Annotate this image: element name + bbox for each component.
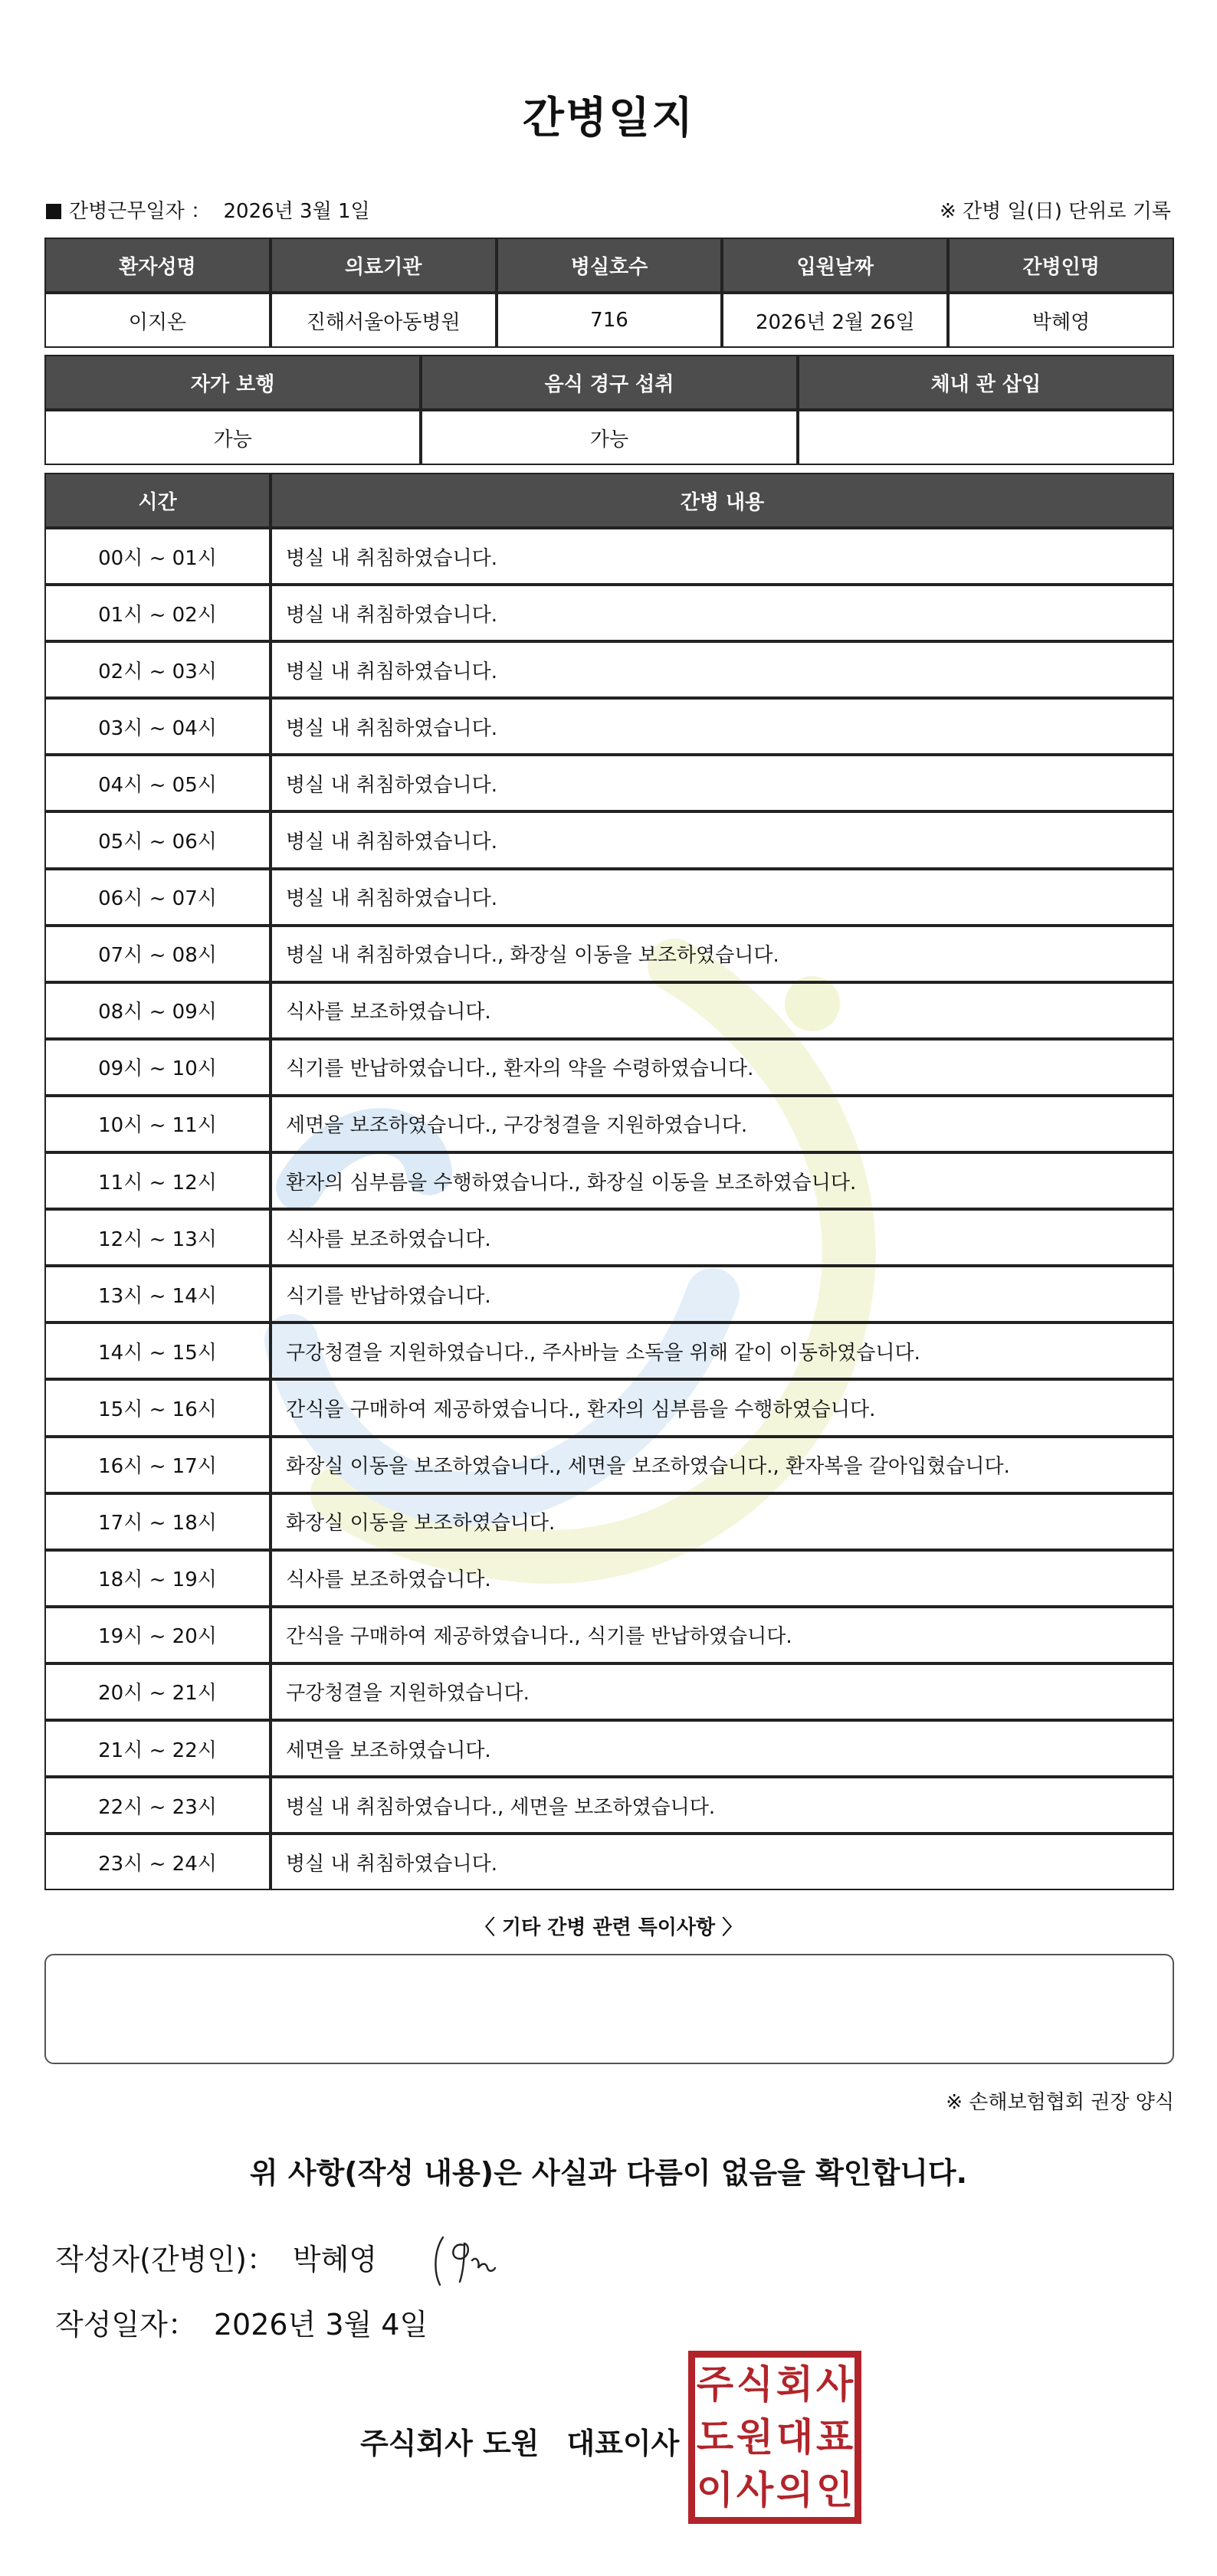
admission-date: 2026년 2월 26일 xyxy=(722,293,948,348)
log-time: 02시 ~ 03시 xyxy=(44,641,271,698)
log-time: 13시 ~ 14시 xyxy=(44,1266,271,1322)
log-content: 화장실 이동을 보조하였습니다. xyxy=(271,1493,1174,1550)
log-content: 식기를 반납하였습니다., 환자의 약을 수령하였습니다. xyxy=(271,1039,1174,1096)
log-row xyxy=(44,811,1174,868)
log-row xyxy=(44,1266,1174,1322)
patient-info-table xyxy=(44,238,1174,348)
log-content: 병실 내 취침하였습니다., 화장실 이동을 보조하였습니다. xyxy=(271,926,1174,982)
log-content: 병실 내 취침하였습니다. xyxy=(271,698,1174,755)
log-time: 15시 ~ 16시 xyxy=(44,1379,271,1436)
log-content: 구강청결을 지원하였습니다., 주사바늘 소독을 위해 같이 이동하였습니다. xyxy=(271,1322,1174,1379)
log-content: 화장실 이동을 보조하였습니다., 세면을 보조하였습니다., 환자복을 갈아입혔습니다. xyxy=(271,1437,1174,1493)
log-content: 병실 내 취침하였습니다. xyxy=(271,1834,1174,1890)
log-row xyxy=(44,1096,1174,1152)
log-time: 09시 ~ 10시 xyxy=(44,1039,271,1096)
log-row xyxy=(44,1322,1174,1379)
log-time: 14시 ~ 15시 xyxy=(44,1322,271,1379)
header-self-walking: 자가 보행 xyxy=(44,355,421,410)
log-row xyxy=(44,926,1174,982)
log-time: 00시 ~ 01시 xyxy=(44,528,271,585)
header-caregiver-name: 간병인명 xyxy=(948,238,1174,293)
header-tube-insertion: 체내 관 삽입 xyxy=(798,355,1174,410)
square-bullet-icon xyxy=(46,204,61,219)
room-number: 716 xyxy=(497,293,723,348)
header-institution: 의료기관 xyxy=(271,238,497,293)
log-row xyxy=(44,1152,1174,1209)
log-time: 07시 ~ 08시 xyxy=(44,926,271,982)
seal-char: 사 xyxy=(815,2361,854,2407)
log-content: 환자의 심부름을 수행하였습니다., 화장실 이동을 보조하였습니다. xyxy=(271,1152,1174,1209)
log-time: 11시 ~ 12시 xyxy=(44,1152,271,1209)
log-row xyxy=(44,1663,1174,1720)
log-time: 21시 ~ 22시 xyxy=(44,1720,271,1777)
handwritten-signature xyxy=(429,2228,506,2289)
self-walking: 가능 xyxy=(44,410,421,465)
notes-title: 〈 기타 간병 관련 특이사항 〉 xyxy=(474,1916,743,1939)
oral-intake: 가능 xyxy=(421,410,797,465)
header-room-number: 병실호수 xyxy=(497,238,723,293)
log-row xyxy=(44,755,1174,811)
log-row xyxy=(44,1607,1174,1663)
log-time: 05시 ~ 06시 xyxy=(44,811,271,868)
log-row xyxy=(44,1777,1174,1834)
log-row xyxy=(44,1437,1174,1493)
document-title: 간병일지 xyxy=(522,93,695,143)
written-date-value: 2026년 3월 4일 xyxy=(213,2308,428,2342)
log-time: 08시 ~ 09시 xyxy=(44,982,271,1039)
header-patient-name: 환자성명 xyxy=(44,238,271,293)
log-content: 식사를 보조하였습니다. xyxy=(271,1209,1174,1266)
patient-name: 이지온 xyxy=(44,293,271,348)
seal-char: 원 xyxy=(736,2414,774,2460)
company-line xyxy=(360,2420,679,2462)
log-row xyxy=(44,982,1174,1039)
log-row xyxy=(44,1834,1174,1890)
log-row xyxy=(44,1209,1174,1266)
header-oral-intake: 음식 경구 섭취 xyxy=(421,355,797,410)
seal-char: 도 xyxy=(696,2414,734,2460)
log-time: 12시 ~ 13시 xyxy=(44,1209,271,1266)
log-content: 병실 내 취침하였습니다. xyxy=(271,641,1174,698)
work-date-line xyxy=(46,195,370,224)
log-time: 16시 ~ 17시 xyxy=(44,1437,271,1493)
log-row xyxy=(44,1379,1174,1436)
log-time: 20시 ~ 21시 xyxy=(44,1663,271,1720)
seal-char: 주 xyxy=(696,2361,734,2407)
writer-name: 박혜영 xyxy=(292,2243,378,2276)
log-time: 03시 ~ 04시 xyxy=(44,698,271,755)
log-row xyxy=(44,1550,1174,1607)
log-row xyxy=(44,1039,1174,1096)
log-content: 병실 내 취침하였습니다. xyxy=(271,811,1174,868)
log-content: 세면을 보조하였습니다. xyxy=(271,1720,1174,1777)
seal-char: 인 xyxy=(815,2468,854,2513)
seal-char: 대 xyxy=(776,2414,814,2460)
log-content: 병실 내 취침하였습니다. xyxy=(271,528,1174,585)
record-unit-note: ※ 간병 일(日) 단위로 기록 xyxy=(939,200,1171,223)
log-row xyxy=(44,698,1174,755)
writer-label: 작성자(간병인)： xyxy=(55,2243,276,2276)
written-date-line xyxy=(55,2301,428,2343)
seal-char: 사 xyxy=(736,2468,774,2513)
log-row xyxy=(44,1493,1174,1550)
notes-box xyxy=(44,1954,1174,2064)
company-rep-title: 대표이사 xyxy=(566,2427,680,2460)
log-time: 17시 ~ 18시 xyxy=(44,1493,271,1550)
institution: 진해서울아동병원 xyxy=(271,293,497,348)
writer-line xyxy=(55,2236,377,2278)
care-log-rows xyxy=(44,528,1174,1890)
log-time: 10시 ~ 11시 xyxy=(44,1096,271,1152)
log-content: 간식을 구매하여 제공하였습니다., 식기를 반납하였습니다. xyxy=(271,1607,1174,1663)
log-time: 01시 ~ 02시 xyxy=(44,585,271,641)
log-time: 04시 ~ 05시 xyxy=(44,755,271,811)
log-content: 병실 내 취침하였습니다. xyxy=(271,585,1174,641)
log-row xyxy=(44,869,1174,926)
log-content: 병실 내 취침하였습니다., 세면을 보조하였습니다. xyxy=(271,1777,1174,1834)
written-date-label: 작성일자： xyxy=(55,2308,197,2342)
log-content: 구강청결을 지원하였습니다. xyxy=(271,1663,1174,1720)
log-row xyxy=(44,528,1174,585)
seal-char: 식 xyxy=(736,2361,774,2407)
log-content: 세면을 보조하였습니다., 구강청결을 지원하였습니다. xyxy=(271,1096,1174,1152)
work-date-label: 간병근무일자 ： xyxy=(69,200,211,223)
log-content: 식기를 반납하였습니다. xyxy=(271,1266,1174,1322)
log-time: 06시 ~ 07시 xyxy=(44,869,271,926)
log-content: 식사를 보조하였습니다. xyxy=(271,1550,1174,1607)
confirmation-statement: 위 사항(작성 내용)은 사실과 다름이 없음을 확인합니다. xyxy=(249,2156,968,2190)
log-content: 간식을 구매하여 제공하였습니다., 환자의 심부름을 수행하였습니다. xyxy=(271,1379,1174,1436)
log-row xyxy=(44,1720,1174,1777)
company-seal-stamp xyxy=(688,2351,861,2524)
form-footnote: ※ 손해보험협회 권장 양식 xyxy=(946,2091,1174,2114)
tube-insertion xyxy=(798,410,1174,465)
log-time: 19시 ~ 20시 xyxy=(44,1607,271,1663)
log-time: 23시 ~ 24시 xyxy=(44,1834,271,1890)
seal-char: 회 xyxy=(776,2361,814,2407)
header-time: 시간 xyxy=(44,473,271,528)
caregiver-name: 박혜영 xyxy=(948,293,1174,348)
log-time: 22시 ~ 23시 xyxy=(44,1777,271,1834)
log-content: 병실 내 취침하였습니다. xyxy=(271,869,1174,926)
header-care-content: 간병 내용 xyxy=(271,473,1174,528)
log-content: 식사를 보조하였습니다. xyxy=(271,982,1174,1039)
log-row xyxy=(44,585,1174,641)
log-time: 18시 ~ 19시 xyxy=(44,1550,271,1607)
company-name: 주식회사 도원 xyxy=(360,2427,540,2460)
header-admission-date: 입원날짜 xyxy=(722,238,948,293)
log-row xyxy=(44,641,1174,698)
seal-char: 표 xyxy=(815,2414,854,2460)
log-content: 병실 내 취침하였습니다. xyxy=(271,755,1174,811)
seal-char: 의 xyxy=(776,2468,814,2513)
care-log-table xyxy=(44,473,1174,1890)
patient-status-table xyxy=(44,355,1174,465)
work-date-value: 2026년 3월 1일 xyxy=(223,200,370,223)
seal-char: 이 xyxy=(696,2468,734,2513)
